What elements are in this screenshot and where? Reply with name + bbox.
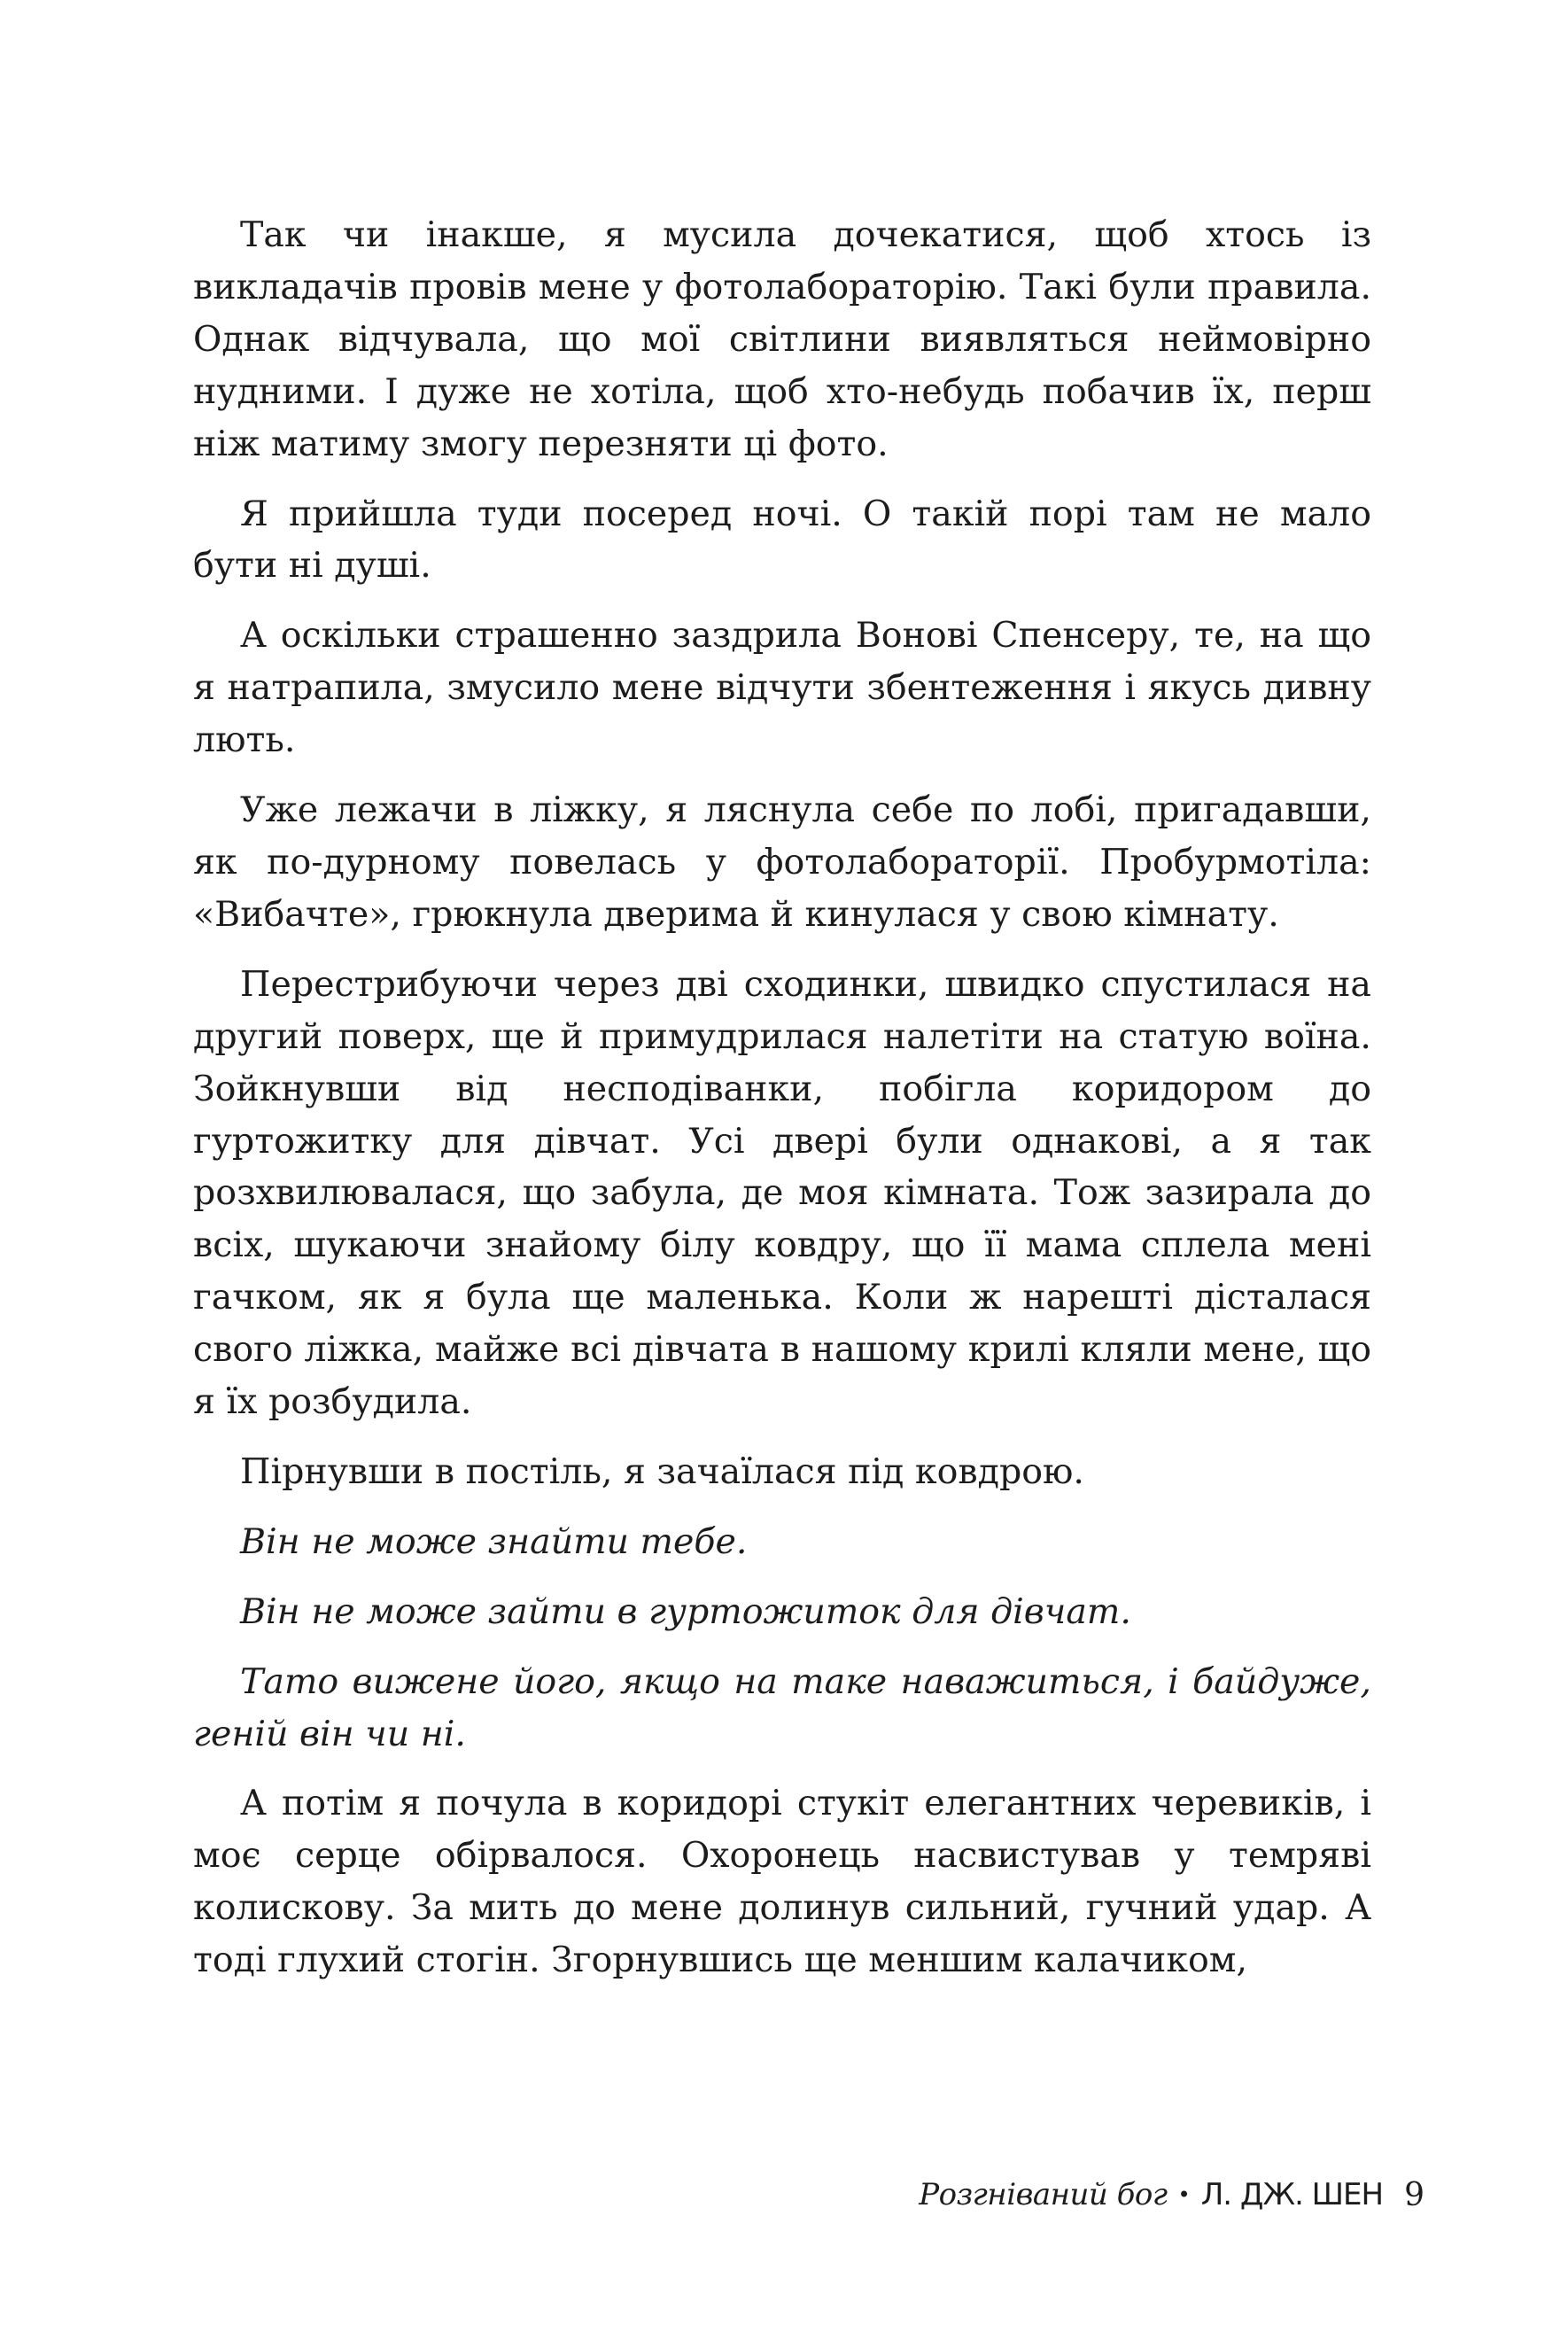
page-number: 9 — [1404, 2176, 1424, 2213]
paragraph-1: Так чи інакше, я мусила дочекатися, щоб хтось із викладачів провів мене у фотолабораторію. Такі були правила. Однак відчувала, що мої світлини виявляться неймовірно нудними. І дуже не хотіла, щоб хто-небудь побачив їх, перш ніж матиму змогу перезняти ці фото. — [193, 214, 1371, 464]
footer-author: Л. ДЖ. ШЕН — [1200, 2177, 1384, 2212]
paragraph-6: Пірнувши в постіль, я зачаїлася під ковдрою. — [240, 1450, 1084, 1492]
italic-thought-3: Тато вижене його, якщо на таке наважиться, і байдуже, геній він чи ні. — [193, 1660, 1371, 1754]
italic-thought-1: Він не може знайти тебе. — [240, 1520, 748, 1562]
paragraph-4: Уже лежачи в ліжку, я ляснула себе по лобі, пригадавши, як по-дурному повелась у фотолабораторії. Пробурмотіла: «Вибачте», грюкнула дверима й кинулася у свою кімнату. — [193, 789, 1371, 935]
paragraph-5: Перестрибуючи через дві сходинки, швидко спустилася на другий поверх, ще й примудрилася налетіти на статую воїна. Зойкнувши від несподіванки, побігла коридором до гуртожитку для дівчат. Усі двері були однакові, а я так розхвилювалася, що забула, де моя кімната. Тож зазирала до всіх, шукаючи знайому білу ковдру, що її мама сплела мені гачком, як я була ще маленька. Коли ж нарешті дісталася свого ліжка, майже всі дівчата в нашому крилі кляли мене, що я їх розбудила. — [193, 963, 1371, 1423]
body-text — [193, 209, 1371, 2004]
footer-book-title: Розгніваний бог — [919, 2177, 1168, 2212]
paragraph-2: Я прийшла туди посеред ночі. О такій порі там не мало бути ні душі. — [193, 493, 1371, 587]
italic-thought-2: Він не може зайти в гуртожиток для дівчат. — [240, 1590, 1131, 1632]
footer-separator: • — [1177, 2182, 1191, 2207]
paragraph-7: А потім я почула в коридорі стукіт елегантних черевиків, і моє серце обірвалося. Охоронець насвистував у темряві колискову. За мить до мене долинув сильний, гучний удар. А тоді глухий стогін. Згорнувшись ще меншим калачиком, — [193, 1783, 1371, 1981]
running-footer — [919, 2173, 1424, 2217]
paragraph-3: А оскільки страшенно заздрила Вонові Спенсеру, те, на що я натрапила, змусило мене відчути збентеження і якусь дивну лють. — [193, 615, 1371, 761]
